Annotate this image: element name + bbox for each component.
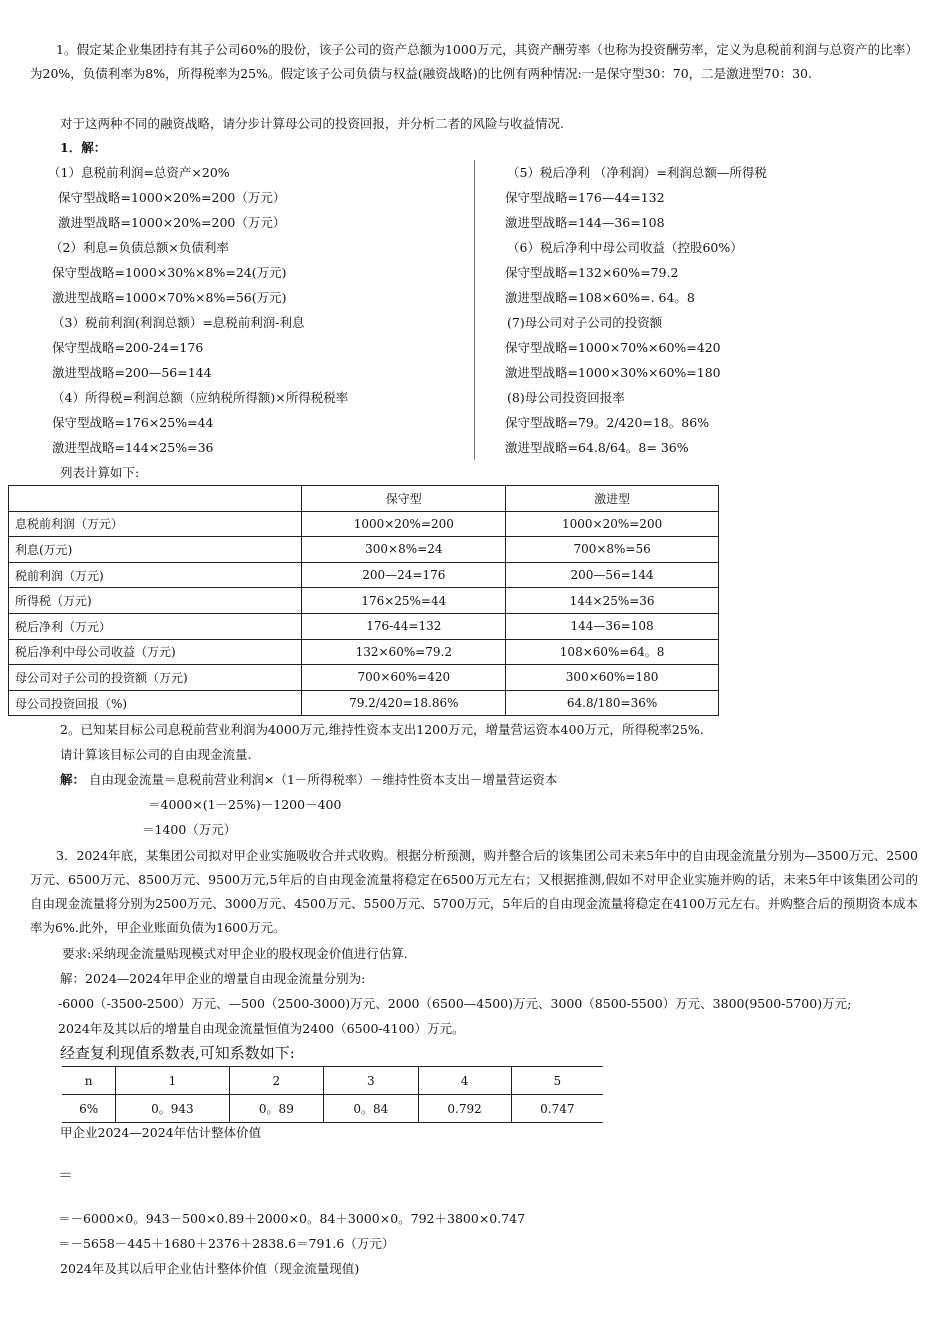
- q3-requirement: 要求:采纳现金流量贴现模式对甲企业的股权现金价值进行估算.: [62, 946, 408, 961]
- table-cell: 税前利润（万元): [9, 562, 302, 588]
- q1-solution-label: 1．解：: [60, 140, 107, 155]
- table-cell: 108×60%=64。8: [506, 639, 719, 665]
- table-cell: 3: [324, 1067, 418, 1095]
- table-cell: 79.2/420=18.86%: [302, 690, 506, 716]
- table-cell: 0。89: [229, 1095, 323, 1123]
- column-divider: [474, 160, 475, 460]
- step-line: (8)母公司投资回报率: [507, 390, 625, 405]
- table-cell: 2: [229, 1067, 323, 1095]
- table-cell: 176×25%=44: [302, 588, 506, 614]
- q3-calc2: ＝－5658－445＋1680＋2376＋2838.6＝791.6（万元）: [58, 1236, 395, 1251]
- discount-coefficient-table: [62, 1066, 603, 1123]
- q3-after-value-label: 2024年及其以后甲企业估计整体价值（现金流量现值): [60, 1261, 360, 1276]
- table-row: [9, 588, 719, 614]
- q2-question: 请计算该目标公司的自由现金流量.: [60, 747, 252, 762]
- table-cell: 176-44=132: [302, 613, 506, 639]
- table-cell: 4: [418, 1067, 511, 1095]
- q3-solution-intro: 解：2024—2024年甲企业的增量自由现金流量分别为:: [60, 971, 366, 986]
- table-header-row: [62, 1067, 603, 1095]
- step-line: 激进型战略=144×25%=36: [52, 440, 214, 455]
- q1-comparison-table: [8, 485, 719, 716]
- table-cell: 144—36=108: [506, 613, 719, 639]
- q3-equals: ＝: [58, 1166, 74, 1184]
- table-cell: 1000×20%=200: [302, 511, 506, 537]
- table-cell: 税后净利中母公司收益（万元): [9, 639, 302, 665]
- step-line: 激进型战略=108×60%=. 64。8: [505, 290, 695, 305]
- q3-problem: 3．2024年底，某集团公司拟对甲企业实施吸收合并式收购。根据分析预测，购并整合后的该集团公司未来5年中的自由现金流量分别为—3500万元、2500万元、6500万元、8500万元、9500万元,5年后的自由现金流量将稳定在6500万元左右；又根据推测,假如不对甲企业实施并购的话，未来5年中该集团公司的自由现金流量将分别为2500万元、3000万元、4500万元、5500万元、5700万元，5年后的自由现金流量将稳定在4100万元左右。并购整合后的预期资本成本率为6%.此外，甲企业账面负债为1600万元。: [30, 848, 918, 935]
- table-cell: 1: [116, 1067, 229, 1095]
- q2-problem: 2。已知某目标公司息税前营业利润为4000万元,维持性资本支出1200万元，增量营运资本400万元，所得税率25%.: [60, 722, 704, 737]
- step-line: 保守型战略=176—44=132: [505, 190, 665, 205]
- table-cell: 700×60%=420: [302, 665, 506, 691]
- table-cell: 132×60%=79.2: [302, 639, 506, 665]
- table-cell: 1000×20%=200: [506, 511, 719, 537]
- table-header-cell: 激进型: [506, 486, 719, 512]
- table-cell: 64.8/180=36%: [506, 690, 719, 716]
- table-header-row: [9, 486, 719, 512]
- table-cell: n: [62, 1067, 116, 1095]
- step-line: 保守型战略=176×25%=44: [52, 415, 214, 430]
- table-cell: 700×8%=56: [506, 537, 719, 563]
- table-cell: 0。84: [324, 1095, 418, 1123]
- step-line: 保守型战略=1000×70%×60%=420: [505, 340, 721, 355]
- step-line: （5）税后净利 （净利润）=利润总额—所得税: [507, 165, 767, 180]
- table-cell: 300×60%=180: [506, 665, 719, 691]
- step-line: 保守型战略=1000×20%=200（万元）: [58, 190, 286, 205]
- q2-step2: ＝1400（万元）: [142, 822, 237, 837]
- table-cell: 税后净利（万元）: [9, 613, 302, 639]
- table-row: [9, 562, 719, 588]
- step-line: 激进型战略=1000×30%×60%=180: [505, 365, 721, 380]
- table-row: [9, 639, 719, 665]
- q2-solution: [60, 771, 557, 789]
- table-row: [9, 665, 719, 691]
- table-cell: 200—24=176: [302, 562, 506, 588]
- table-cell: 息税前利润（万元）: [9, 511, 302, 537]
- step-line: 激进型战略=1000×20%=200（万元）: [58, 215, 286, 230]
- step-line: 激进型战略=144—36=108: [505, 215, 665, 230]
- table-row: [9, 690, 719, 716]
- table-cell: 母公司对子公司的投资额（万元): [9, 665, 302, 691]
- q1-question: 对于这两种不同的融资战略，请分步计算母公司的投资回报，并分析二者的风险与收益情况.: [60, 116, 564, 131]
- step-line: （2）利息=负债总额×负债利率: [50, 240, 229, 255]
- step-line: 保守型战略=132×60%=79.2: [505, 265, 679, 280]
- step-line: 激进型战略=200—56=144: [52, 365, 212, 380]
- table-cell: 0.792: [418, 1095, 511, 1123]
- step-line: （3）税前利润(利润总额）=息税前利润-利息: [52, 315, 305, 330]
- table-cell: 0.747: [511, 1095, 603, 1123]
- step-line: 激进型战略=64.8/64。8= 36%: [505, 440, 689, 455]
- q1-table-caption: 列表计算如下:: [60, 465, 140, 480]
- table-cell: 200—56=144: [506, 562, 719, 588]
- q1-problem: 1。假定某企业集团持有其子公司60%的股份，该子公司的资产总额为1000万元，其资产酬劳率（也称为投资酬劳率，定义为息税前利润与总资产的比率）为20%，负债利率为8%，所得税率为25%。假定该子公司负债与权益(融资战略)的比例有两种情况:一是保守型30：70，二是激进型70：30.: [30, 42, 918, 81]
- table-cell: 0。943: [116, 1095, 229, 1123]
- table-header-cell: [9, 486, 302, 512]
- table-cell: 144×25%=36: [506, 588, 719, 614]
- table-row: [9, 613, 719, 639]
- q3-solution-after: 2024年及其以后的增量自由现金流量恒值为2400（6500-4100）万元。: [58, 1021, 465, 1036]
- q3-solution-values: -6000（-3500-2500）万元、—500（2500-3000)万元、2000（6500—4500)万元、3000（8500-5500）万元、3800(9500-5700)万元;: [58, 996, 852, 1011]
- table-cell: 5: [511, 1067, 603, 1095]
- step-line: （1）息税前利润=总资产×20%: [48, 165, 230, 180]
- step-line: 激进型战略=1000×70%×8%=56(万元): [52, 290, 287, 305]
- q2-formula: 自由现金流量＝息税前营业利润×（1－所得税率）－维持性资本支出－增量营运资本: [89, 772, 558, 787]
- table-row: [9, 511, 719, 537]
- step-line: （4）所得税=利润总额（应纳税所得额)×所得税税率: [52, 390, 349, 405]
- table-cell: 300×8%=24: [302, 537, 506, 563]
- table-cell: 6%: [62, 1095, 116, 1123]
- step-line: 保守型战略=200-24=176: [52, 340, 204, 355]
- q3-calc1: ＝－6000×0。943－500×0.89＋2000×0。84＋3000×0。792＋3800×0.747: [58, 1211, 526, 1226]
- table-header-cell: 保守型: [302, 486, 506, 512]
- table-row: [62, 1095, 603, 1123]
- q2-solution-label: 解：: [60, 772, 86, 787]
- table-cell: 利息(万元): [9, 537, 302, 563]
- step-line: (7)母公司对子公司的投资额: [507, 315, 663, 330]
- step-line: 保守型战略=79。2/420=18。86%: [505, 415, 710, 430]
- q3-table-caption: 经查复利现值系数表,可知系数如下:: [60, 1044, 295, 1062]
- table-cell: 所得税（万元): [9, 588, 302, 614]
- table-cell: 母公司投资回报（%): [9, 690, 302, 716]
- step-line: 保守型战略=1000×30%×8%=24(万元): [52, 265, 287, 280]
- q3-value-label: 甲企业2024—2024年估计整体价值: [60, 1125, 262, 1140]
- step-line: （6）税后净利中母公司收益（控股60%）: [507, 240, 743, 255]
- table-row: [9, 537, 719, 563]
- q2-step1: ＝4000×(1－25%)－1200－400: [148, 797, 342, 812]
